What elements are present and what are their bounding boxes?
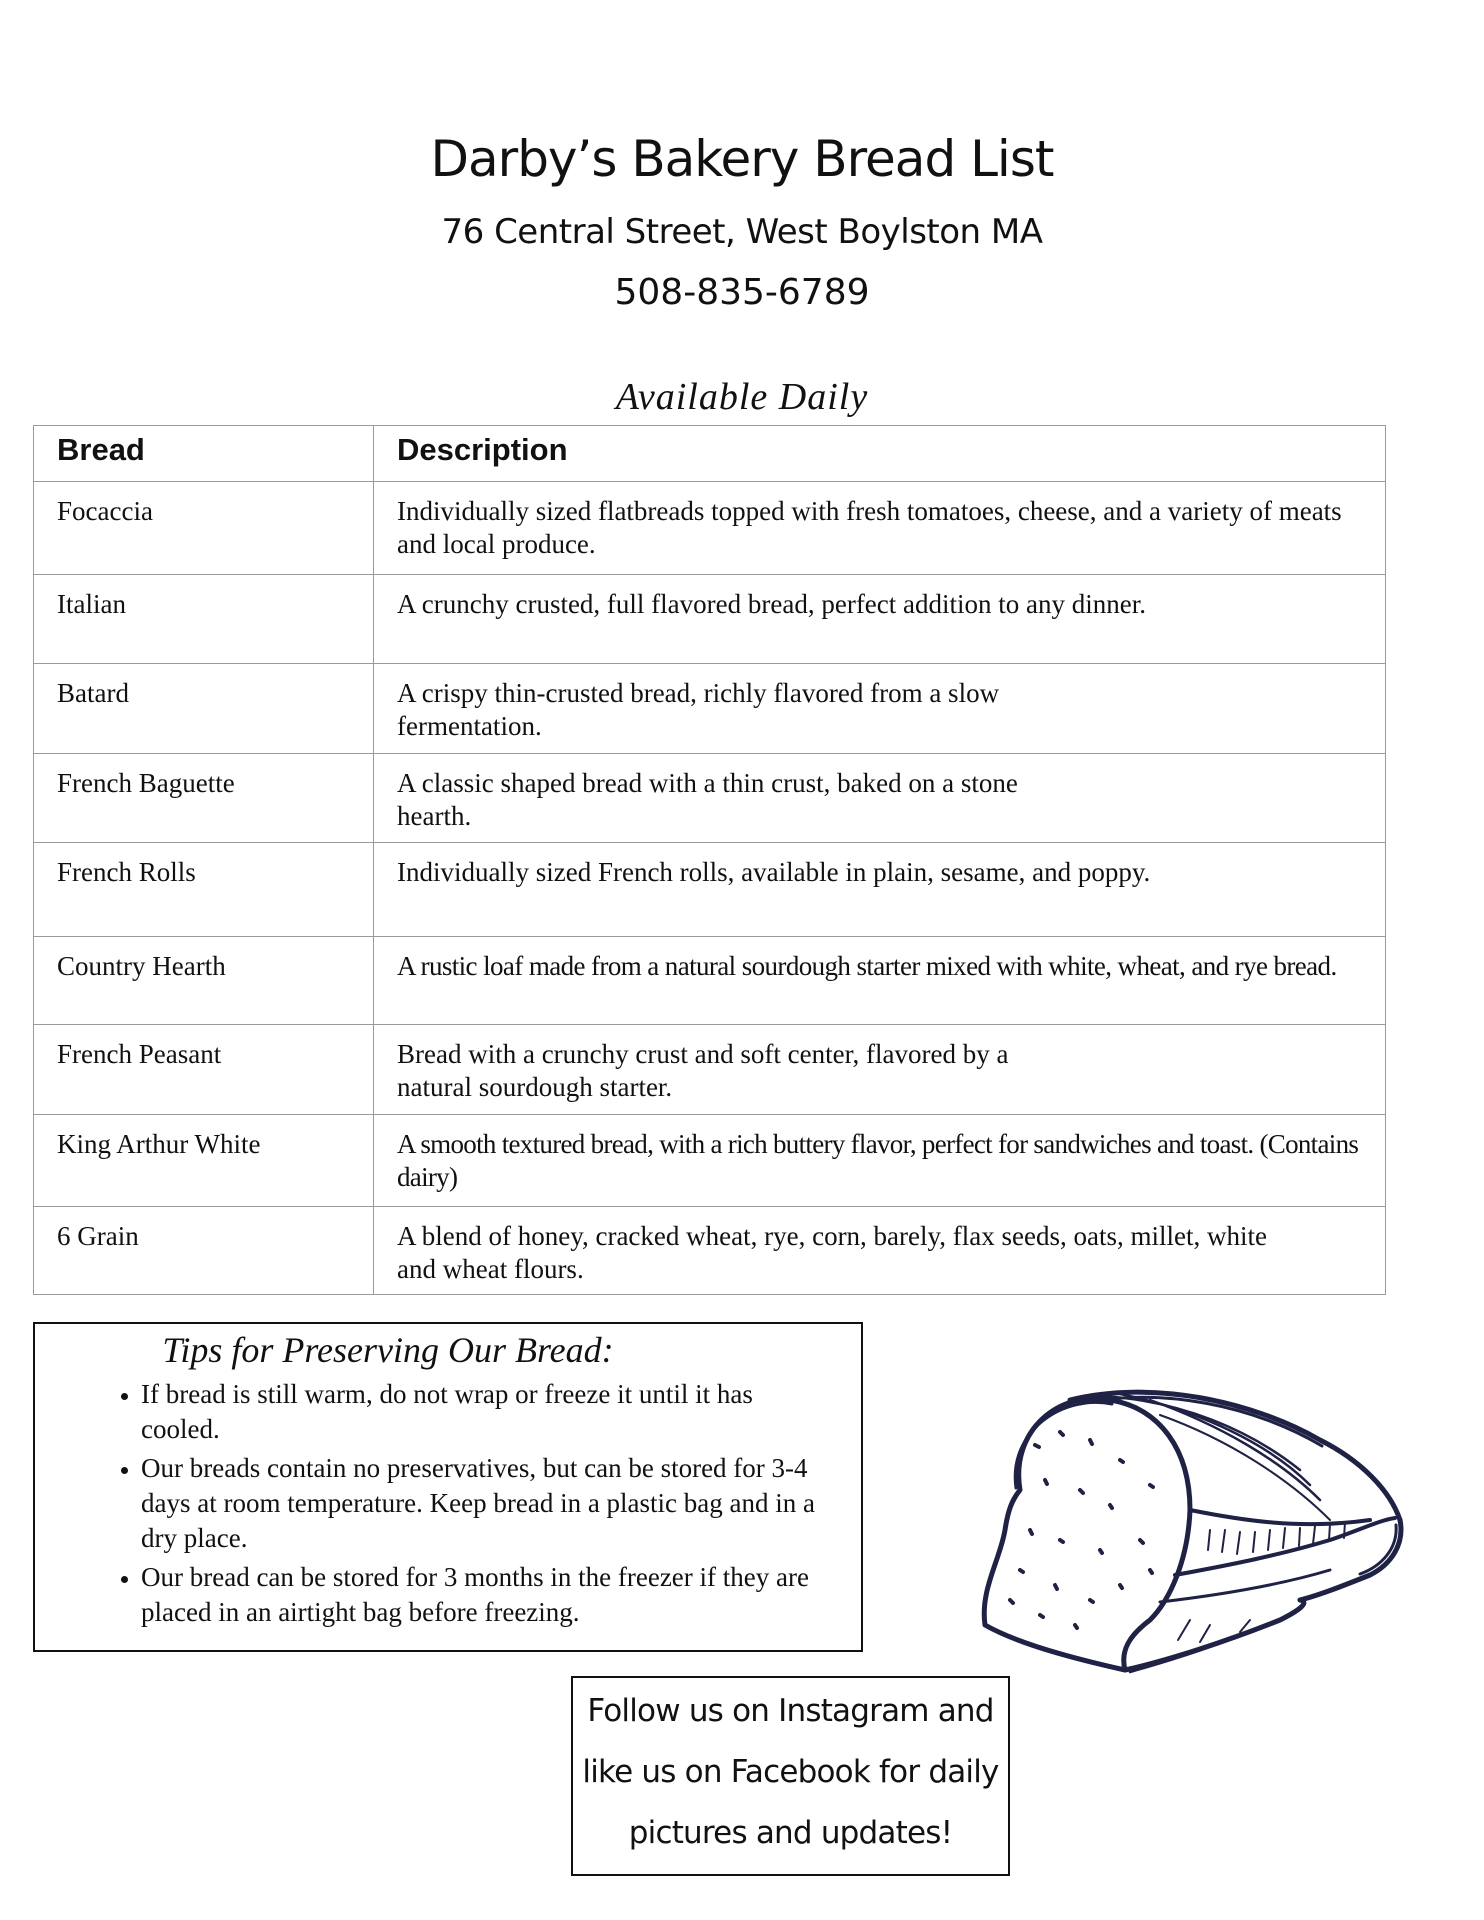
follow-line: like us on Facebook for daily bbox=[582, 1754, 999, 1790]
table-row bbox=[34, 1207, 1386, 1295]
bread-name: Country Hearth bbox=[34, 937, 374, 1025]
table-row bbox=[34, 843, 1386, 937]
tips-title: Tips for Preserving Our Bread: bbox=[162, 1330, 614, 1370]
social-follow-box bbox=[571, 1676, 1010, 1876]
list-item: • Our bread can be stored for 3 months in the freezer if they are placed in an airtight bag before freezing. bbox=[141, 1560, 831, 1630]
bread-name: Focaccia bbox=[34, 482, 374, 575]
bakery-phone: 508-835-6789 bbox=[614, 272, 870, 313]
column-header-bread: Bread bbox=[34, 426, 374, 482]
table-row bbox=[34, 1025, 1386, 1115]
follow-line: pictures and updates! bbox=[628, 1815, 953, 1851]
list-item: • If bread is still warm, do not wrap or freeze it until it has cooled. bbox=[141, 1377, 831, 1447]
bread-name: French Baguette bbox=[34, 754, 374, 843]
bread-description: A crispy thin-crusted bread, richly flavored from a slow fermentation. bbox=[374, 664, 1386, 754]
page-title: Darby’s Bakery Bread List bbox=[430, 130, 1054, 188]
table-row bbox=[34, 937, 1386, 1025]
section-title: Available Daily bbox=[615, 376, 869, 418]
bread-name: 6 Grain bbox=[34, 1207, 374, 1295]
table-row bbox=[34, 754, 1386, 843]
bread-name: French Peasant bbox=[34, 1025, 374, 1115]
bread-description: Individually sized flatbreads topped with fresh tomatoes, cheese, and a variety of meats and local produce. bbox=[374, 482, 1386, 575]
bread-table bbox=[33, 425, 1386, 1295]
bakery-address: 76 Central Street, West Boylston MA bbox=[441, 212, 1043, 252]
tips-box bbox=[33, 1322, 863, 1652]
table-row bbox=[34, 664, 1386, 754]
bread-description: A crunchy crusted, full flavored bread, perfect addition to any dinner. bbox=[374, 575, 1386, 664]
bread-description: A classic shaped bread with a thin crust, baked on a stone hearth. bbox=[374, 754, 1386, 843]
bread-name: French Rolls bbox=[34, 843, 374, 937]
table-row bbox=[34, 482, 1386, 575]
bread-name: Batard bbox=[34, 664, 374, 754]
bread-description: A smooth textured bread, with a rich buttery flavor, perfect for sandwiches and toast. (Contains dairy) bbox=[374, 1115, 1386, 1207]
bread-description: A rustic loaf made from a natural sourdough starter mixed with white, wheat, and rye bread. bbox=[374, 937, 1386, 1025]
bread-name: King Arthur White bbox=[34, 1115, 374, 1207]
table-header-row bbox=[34, 426, 1386, 482]
tips-list bbox=[35, 1377, 861, 1630]
table-row bbox=[34, 1115, 1386, 1207]
follow-line: Follow us on Instagram and bbox=[587, 1693, 994, 1729]
bread-description: Bread with a crunchy crust and soft center, flavored by a natural sourdough starter. bbox=[374, 1025, 1386, 1115]
table-row bbox=[34, 575, 1386, 664]
bread-description: A blend of honey, cracked wheat, rye, corn, barely, flax seeds, oats, millet, white and wheat flours. bbox=[374, 1207, 1386, 1295]
column-header-description: Description bbox=[374, 426, 1386, 482]
bread-loaf-icon bbox=[950, 1370, 1420, 1700]
list-item: • Our breads contain no preservatives, but can be stored for 3-4 days at room temperature. Keep bread in a plastic bag and in a dry place. bbox=[141, 1451, 831, 1556]
bread-description: Individually sized French rolls, available in plain, sesame, and poppy. bbox=[374, 843, 1386, 937]
bread-name: Italian bbox=[34, 575, 374, 664]
